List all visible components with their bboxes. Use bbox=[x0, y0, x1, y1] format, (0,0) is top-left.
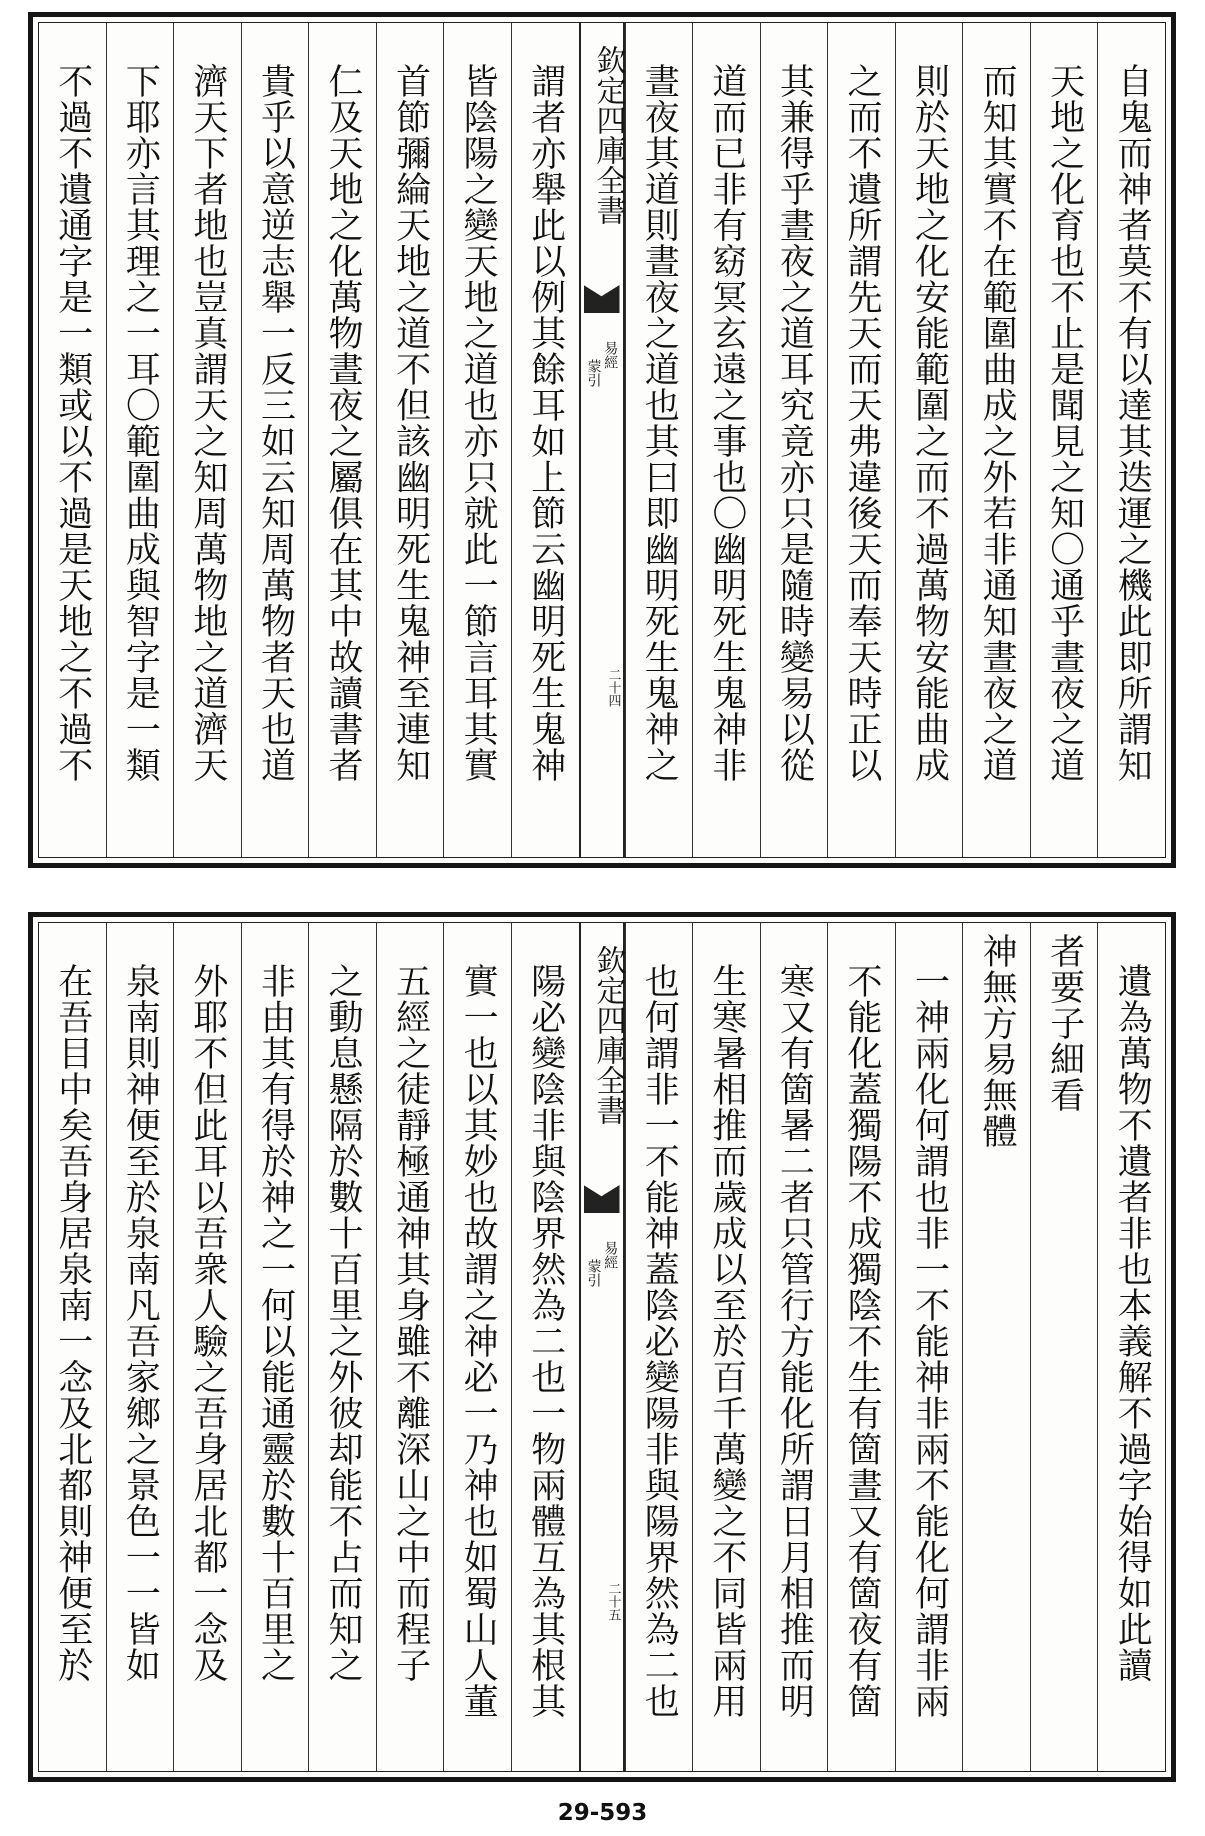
text-column: 寒又有箇暑二者只管行方能化所謂日月相推而明 bbox=[760, 923, 828, 1771]
text-column: 之而不遺所謂先天而天弗違後天而奉天時正以 bbox=[827, 23, 895, 857]
text-column: 生寒暑相推而歲成以至於百千萬變之不同皆兩用 bbox=[692, 923, 760, 1771]
text-column: 在吾目中矣吾身居泉南一念及北都則神便至於 bbox=[52, 963, 93, 1683]
section-heading-column: 神無方易無體 bbox=[962, 923, 1030, 1771]
text-column: 晝夜其道則晝夜之道也其曰即幽明死生鬼神之 bbox=[625, 23, 693, 857]
center-fold-strip bbox=[579, 23, 625, 857]
text-column: 濟天下者地也豈真謂天之知周萬物地之道濟天 bbox=[173, 23, 241, 857]
folio-number: 二十五 bbox=[605, 1582, 621, 1621]
text-column: 皆陰陽之變天地之道也亦只就此一節言耳其實 bbox=[443, 23, 511, 857]
text-column: 首節彌綸天地之道不但該幽明死生鬼神至連知 bbox=[376, 23, 444, 857]
text-column: 五經之徒靜極通神其身雖不離深山之中而程子 bbox=[376, 923, 444, 1771]
folio-number: 二十四 bbox=[605, 668, 621, 707]
text-column: 遺為萬物不遺者非也本義解不過字始得如此讀 bbox=[1097, 923, 1165, 1771]
book-title: 易經 bbox=[602, 1241, 619, 1269]
text-column: 一神兩化何謂也非一不能神非兩不能化何謂非兩 bbox=[895, 923, 963, 1771]
text-column: 陽必變陰非與陰界然為二也一物兩體互為其根其 bbox=[511, 923, 579, 1771]
text-column: 不過不遺通字是一類或以不過是天地之不過不 bbox=[52, 63, 93, 783]
text-column: 道而已非有窈冥玄遠之事也〇幽明死生鬼神非 bbox=[692, 23, 760, 857]
text-column: 外耶不但此耳以吾衆人驗之吾身居北都一念及 bbox=[173, 923, 241, 1771]
fishtail-mark-icon bbox=[584, 1185, 620, 1213]
text-column: 之動息懸隔於數十百里之外彼却能不占而知之 bbox=[308, 923, 376, 1771]
book-title: 易經 bbox=[602, 341, 619, 369]
lower-page bbox=[28, 912, 1176, 1782]
lower-page-text-frame bbox=[38, 922, 1166, 1772]
text-column: 非由其有得於神之一何以能通靈於數十百里之 bbox=[241, 923, 309, 1771]
fishtail-mark-icon bbox=[584, 285, 620, 313]
upper-page-text-frame bbox=[38, 22, 1166, 858]
text-column: 謂者亦舉此以例其餘耳如上節云幽明死生鬼神 bbox=[511, 23, 579, 857]
text-column: 其兼得乎晝夜之道耳究竟亦只是隨時變易以從 bbox=[760, 23, 828, 857]
text-column: 不能化蓋獨陽不成獨陰不生有箇晝又有箇夜有箇 bbox=[827, 923, 895, 1771]
text-column: 泉南則神便至於泉南凡吾家鄉之景色一一皆如 bbox=[106, 923, 174, 1771]
text-column: 則於天地之化安能範圍之而不過萬物安能曲成 bbox=[895, 23, 963, 857]
text-column: 天地之化育也不止是聞見之知〇通乎晝夜之道 bbox=[1030, 23, 1098, 857]
text-column: 仁及天地之化萬物晝夜之屬俱在其中故讀書者 bbox=[308, 23, 376, 857]
center-fold-strip bbox=[579, 923, 625, 1771]
text-column: 實一也以其妙也故謂之神必一乃神也如蜀山人董 bbox=[443, 923, 511, 1771]
text-column: 貴乎以意逆志舉一反三如云知周萬物者天也道 bbox=[241, 23, 309, 857]
book-volume-label bbox=[581, 1241, 623, 1287]
catalog-number: 29-593 bbox=[557, 1800, 648, 1826]
text-column: 自鬼而神者莫不有以達其迭運之機此即所謂知 bbox=[1097, 23, 1165, 857]
collection-title: 欽定四庫全書 bbox=[590, 945, 626, 1125]
text-column: 下耶亦言其理之一耳〇範圍曲成與智字是一類 bbox=[106, 23, 174, 857]
text-column: 而知其實不在範圍曲成之外若非通知晝夜之道 bbox=[962, 23, 1030, 857]
upper-page bbox=[28, 12, 1176, 868]
collection-title: 欽定四庫全書 bbox=[590, 45, 626, 225]
text-column: 者要子細看 bbox=[1030, 923, 1098, 1771]
book-subtitle: 蒙引 bbox=[585, 359, 602, 387]
text-column: 也何謂非一不能神蓋陰必變陽非與陽界然為二也 bbox=[625, 923, 693, 1771]
book-subtitle: 蒙引 bbox=[585, 1259, 602, 1287]
book-volume-label bbox=[581, 341, 623, 387]
